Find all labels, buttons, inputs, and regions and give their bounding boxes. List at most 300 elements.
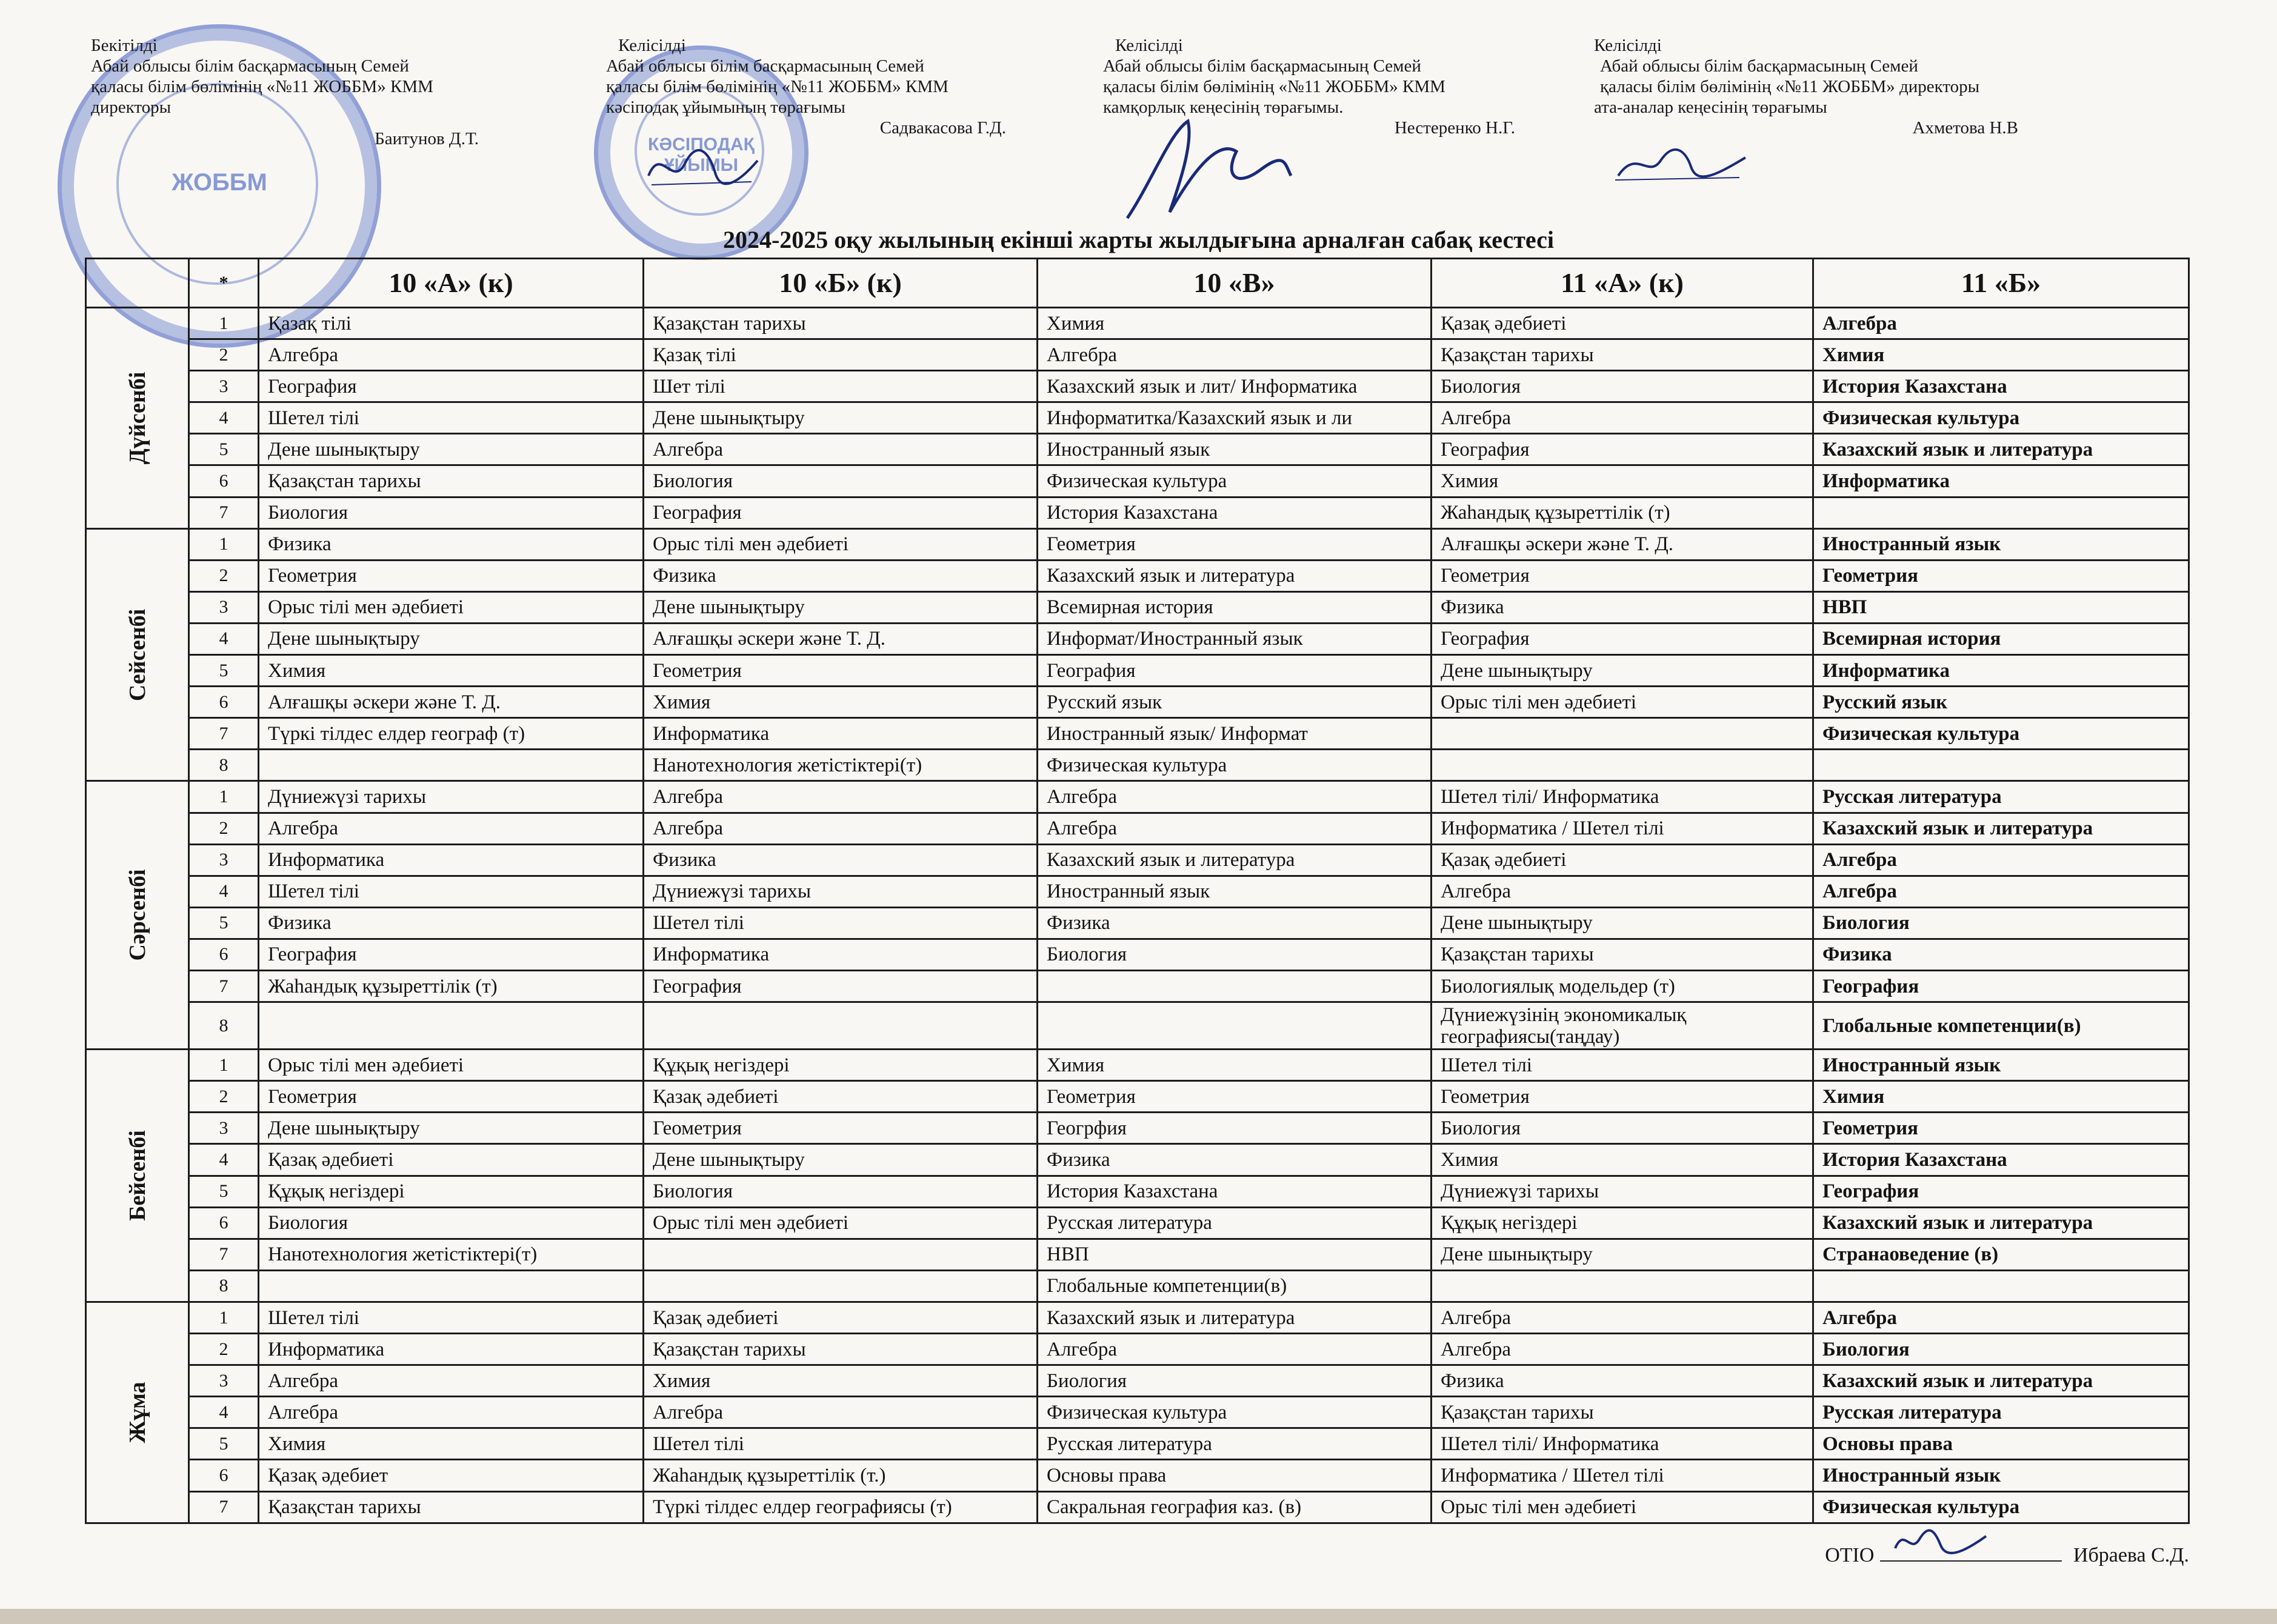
lesson-cell: Түркі тілдес елдер географиясы (т) [644, 1491, 1038, 1523]
lesson-cell: Алгебра [644, 781, 1038, 813]
day-name: Сейсенбі [124, 608, 150, 701]
approval-line: Бекітілді [91, 36, 158, 55]
lesson-cell: Шетел тілі [259, 876, 644, 907]
lesson-cell: Физическая культура [1038, 750, 1432, 781]
lesson-cell: Жаһандық құзыреттілік (т) [259, 970, 644, 1002]
lesson-cell: Қазақ тілі [644, 339, 1038, 371]
lesson-cell: Геометрия [644, 1113, 1038, 1144]
lesson-number: 3 [189, 1113, 259, 1144]
lesson-number: 5 [189, 655, 259, 687]
table-row [86, 497, 2189, 528]
lesson-cell: История Казахстана [1813, 371, 2189, 402]
lesson-cell: Физическая культура [1813, 718, 2189, 750]
lesson-cell: Физическая культура [1038, 1397, 1432, 1428]
approval-line: Абай облысы білім басқармасының Семей [91, 56, 409, 76]
lesson-cell: Геометрия [1432, 560, 1813, 591]
lesson-number: 2 [189, 813, 259, 844]
lesson-cell: Информатика [259, 1334, 644, 1365]
approval-line: қаласы білім бөлімінің «№11 ЖОББМ» КММ [91, 77, 433, 96]
lesson-cell: География [1038, 655, 1432, 687]
lesson-number: 7 [189, 718, 259, 750]
day-label [86, 1302, 189, 1523]
lesson-cell: Құқық негіздері [259, 1176, 644, 1207]
lesson-cell: Казахский язык и литература [1038, 560, 1432, 591]
lesson-cell: Қазақ әдебиеті [644, 1302, 1038, 1333]
lesson-cell: Геометрия [1813, 560, 2189, 591]
lesson-cell: Глобальные компетенции(в) [1813, 1002, 2189, 1050]
lesson-cell: Алгебра [259, 339, 644, 371]
lesson-cell: Биология [1813, 907, 2189, 939]
lesson-cell: Странаоведение (в) [1813, 1239, 2189, 1270]
lesson-number: 4 [189, 1144, 259, 1176]
lesson-number: 2 [189, 560, 259, 591]
lesson-cell: География [1813, 1176, 2189, 1207]
lesson-number: 8 [189, 1002, 259, 1050]
lesson-cell: Қазақ әдебиет [259, 1460, 644, 1491]
lesson-cell: Казахский язык и литература [1813, 813, 2189, 844]
lesson-cell: Физическая культура [1038, 465, 1432, 497]
lesson-cell [1813, 497, 2189, 528]
lesson-number: 2 [189, 1334, 259, 1365]
lesson-number: 6 [189, 1460, 259, 1491]
lesson-cell: Алгебра [1432, 1302, 1813, 1333]
lesson-cell: Русская литература [1038, 1428, 1432, 1460]
lesson-number: 4 [189, 623, 259, 654]
lesson-cell: Алгебра [644, 813, 1038, 844]
lesson-cell: История Казахстана [1038, 1176, 1432, 1207]
lesson-cell: Русский язык [1813, 687, 2189, 718]
column-header: 11 «Б» [1813, 259, 2189, 308]
lesson-cell: Алгебра [1813, 308, 2189, 339]
table-row [86, 1144, 2189, 1176]
lesson-cell: Қазақстан тарихы [644, 308, 1038, 339]
footer-name: Ибраева С.Д. [2073, 1544, 2189, 1566]
lesson-cell: Алгебра [259, 1365, 644, 1397]
lesson-cell [1813, 1270, 2189, 1302]
lesson-cell: Физика [1038, 1144, 1432, 1176]
approval-block-director [91, 35, 588, 149]
approval-line: Келісілді [1115, 36, 1183, 55]
lesson-number: 4 [189, 402, 259, 434]
lesson-cell: Казахский язык и литература [1813, 1207, 2189, 1239]
lesson-cell: Алгебра [1432, 402, 1813, 434]
table-row [86, 1207, 2189, 1239]
lesson-cell: Биология [644, 465, 1038, 497]
column-header: 10 «В» [1038, 259, 1432, 308]
lesson-cell: Алгебра [1038, 1334, 1432, 1365]
lesson-cell: Түркі тілдес елдер географ (т) [259, 718, 644, 750]
lesson-cell: Қазақстан тарихы [1432, 1397, 1813, 1428]
approval-line: кәсіподақ ұйымының төрағымы [606, 98, 845, 117]
lesson-cell: Биология [1813, 1334, 2189, 1365]
table-row [86, 434, 2189, 465]
lesson-cell: Дүниежүзінің экономикалық географиясы(таңдау) [1432, 1002, 1813, 1050]
lesson-cell: Информат/Иностранный язык [1038, 623, 1432, 654]
table-row [86, 939, 2189, 970]
approval-line: камқорлық кеңесінің төрағымы. [1103, 98, 1344, 117]
lesson-cell: География [1432, 623, 1813, 654]
lesson-cell: Иностранный язык [1813, 1460, 2189, 1491]
lesson-cell: Русский язык [1038, 687, 1432, 718]
table-row [86, 1270, 2189, 1302]
lesson-number: 5 [189, 1176, 259, 1207]
lesson-cell: География [644, 970, 1038, 1002]
table-row [86, 1397, 2189, 1428]
lesson-cell: Дене шынықтыру [644, 591, 1038, 623]
lesson-cell: Орыс тілі мен әдебиеті [259, 591, 644, 623]
column-header: 10 «Б» (к) [644, 259, 1038, 308]
lesson-cell: Алгебра [259, 1397, 644, 1428]
footer-signature [1825, 1542, 2189, 1567]
document-title: 2024-2025 оқу жылының екінші жарты жылдығына арналған сабақ кестесі [722, 226, 1554, 253]
lesson-cell: Шетел тілі [644, 907, 1038, 939]
lesson-cell: Геометрия [1038, 1081, 1432, 1113]
table-row [86, 465, 2189, 497]
signature-board [1115, 109, 1297, 230]
day-label [86, 308, 189, 529]
approval-block-union [606, 35, 1103, 138]
lesson-number: 4 [189, 1397, 259, 1428]
signature-footer [1892, 1524, 1989, 1560]
table-row [86, 907, 2189, 939]
lesson-cell [644, 1270, 1038, 1302]
table-row [86, 718, 2189, 750]
lesson-cell: Химия [1038, 308, 1432, 339]
lesson-cell: Қазақстан тарихы [259, 1491, 644, 1523]
lesson-cell: Химия [259, 655, 644, 687]
table-row [86, 371, 2189, 402]
lesson-cell: География [259, 371, 644, 402]
table-row [86, 781, 2189, 813]
lesson-cell: НВП [1038, 1239, 1432, 1270]
lesson-cell: Дене шынықтыру [259, 1113, 644, 1144]
lesson-cell: Шетел тілі [259, 1302, 644, 1333]
union-stamp-text: КӘСІПОДАҚ ҰЙЫМЫ [648, 135, 755, 175]
lesson-cell: Дене шынықтыру [644, 402, 1038, 434]
lesson-cell: Иностранный язык [1038, 876, 1432, 907]
lesson-cell: Алгебра [259, 813, 644, 844]
lesson-cell: Қазақ әдебиеті [259, 1144, 644, 1176]
lesson-cell [259, 750, 644, 781]
lesson-cell: Орыс тілі мен әдебиеті [259, 1050, 644, 1081]
lesson-cell: Алғашқы әскери және Т. Д. [259, 687, 644, 718]
lesson-number: 3 [189, 1365, 259, 1397]
table-row [86, 1176, 2189, 1207]
lesson-cell: Химия [259, 1428, 644, 1460]
lesson-cell: Казахский язык и литература [1813, 1365, 2189, 1397]
lesson-number: 1 [189, 1050, 259, 1081]
lesson-cell: Казахский язык и литература [1038, 1302, 1432, 1333]
lesson-cell: Дене шынықтыру [259, 434, 644, 465]
lesson-cell: Физика [1432, 1365, 1813, 1397]
lesson-number: 6 [189, 1207, 259, 1239]
lesson-number: 1 [189, 1302, 259, 1333]
lesson-cell: Алғашқы әскери және Т. Д. [1432, 528, 1813, 560]
lesson-number: 7 [189, 1491, 259, 1523]
signature-parents [1612, 142, 1752, 185]
lesson-cell: Алгебра [644, 434, 1038, 465]
lesson-cell: Информатика [259, 844, 644, 876]
lesson-number: 2 [189, 1081, 259, 1113]
lesson-cell: Биология [1432, 1113, 1813, 1144]
table-row [86, 308, 2189, 339]
day-label [86, 528, 189, 781]
lesson-cell: Дене шынықтыру [1432, 907, 1813, 939]
lesson-cell [259, 1002, 644, 1050]
lesson-cell: Жаһандық құзыреттілік (т.) [644, 1460, 1038, 1491]
lesson-cell: Алгебра [1813, 876, 2189, 907]
lesson-cell: Геометрия [1432, 1081, 1813, 1113]
lesson-number: 2 [189, 339, 259, 371]
table-row [86, 813, 2189, 844]
lesson-cell: Геогрфия [1038, 1113, 1432, 1144]
table-row [86, 623, 2189, 654]
lesson-cell: Жаһандық құзыреттілік (т) [1432, 497, 1813, 528]
column-header: 11 «А» (к) [1432, 259, 1813, 308]
lesson-cell: Қазақ әдебиеті [1432, 844, 1813, 876]
lesson-cell: Дене шынықтыру [1432, 655, 1813, 687]
lesson-number: 8 [189, 750, 259, 781]
lesson-number: 7 [189, 497, 259, 528]
lesson-cell: История Казахстана [1813, 1144, 2189, 1176]
lesson-cell: Дене шынықтыру [644, 1144, 1038, 1176]
lesson-cell: Алгебра [1432, 1334, 1813, 1365]
lesson-cell: Физика [259, 528, 644, 560]
table-row [86, 970, 2189, 1002]
lesson-cell [1038, 1002, 1432, 1050]
approval-line: Абай облысы білім басқармасының Семей [606, 56, 924, 76]
lesson-cell: Физическая культура [1813, 1491, 2189, 1523]
approval-line: директоры [91, 98, 172, 117]
lesson-cell: Русская литература [1813, 1397, 2189, 1428]
day-label [86, 1050, 189, 1302]
lesson-cell: История Казахстана [1038, 497, 1432, 528]
lesson-cell: Физика [1432, 591, 1813, 623]
lesson-cell: Биология [644, 1176, 1038, 1207]
lesson-cell: Дене шынықтыру [259, 623, 644, 654]
lesson-cell: Геометрия [1813, 1113, 2189, 1144]
lesson-cell: Орыс тілі мен әдебиеті [1432, 687, 1813, 718]
lesson-cell: Химия [1432, 465, 1813, 497]
lesson-cell: Химия [1813, 339, 2189, 371]
approval-line: Абай облысы білім басқармасының Семей [1600, 56, 1918, 76]
lesson-cell: Физическая культура [1813, 402, 2189, 434]
lesson-number: 6 [189, 939, 259, 970]
lesson-cell: Казахский язык и литература [1813, 434, 2189, 465]
header-corner [86, 259, 189, 308]
lesson-cell: Геометрия [259, 1081, 644, 1113]
day-label [86, 781, 189, 1050]
lesson-cell: Шетел тілі [644, 1428, 1038, 1460]
table-row [86, 339, 2189, 371]
lesson-cell: Шетел тілі/ Информатика [1432, 781, 1813, 813]
lesson-cell: Русская литература [1038, 1207, 1432, 1239]
lesson-cell: Шетел тілі/ Информатика [1432, 1428, 1813, 1460]
lesson-cell: Физика [1038, 907, 1432, 939]
lesson-cell [1432, 750, 1813, 781]
lesson-cell: География [259, 939, 644, 970]
lesson-cell: Химия [1038, 1050, 1432, 1081]
lesson-cell: Биология [259, 497, 644, 528]
table-row [86, 591, 2189, 623]
table-row [86, 1081, 2189, 1113]
lesson-cell: Алғашқы әскери және Т. Д. [644, 623, 1038, 654]
lesson-cell: Қазақ әдебиеті [644, 1081, 1038, 1113]
lesson-cell: Основы права [1038, 1460, 1432, 1491]
lesson-cell: Иностранный язык/ Информат [1038, 718, 1432, 750]
lesson-cell: Құқық негіздері [644, 1050, 1038, 1081]
lesson-cell: Всемирная история [1813, 623, 2189, 654]
lesson-cell: Информатика / Шетел тілі [1432, 1460, 1813, 1491]
lesson-cell: География [1813, 970, 2189, 1002]
lesson-number: 5 [189, 907, 259, 939]
day-name: Сәрсенбі [124, 869, 150, 961]
signature-union [642, 139, 764, 194]
lesson-cell [1813, 750, 2189, 781]
lesson-cell: Биологиялық модельдер (т) [1432, 970, 1813, 1002]
lesson-number: 1 [189, 308, 259, 339]
approval-line: қаласы білім бөлімінің «№11 ЖОББМ» директоры [1600, 77, 1980, 96]
approval-line: ата-аналар кеңесінің төрағымы [1594, 98, 1827, 117]
table-row [86, 1050, 2189, 1081]
table-row [86, 1460, 2189, 1491]
table-row [86, 687, 2189, 718]
header-corner: * [189, 259, 259, 308]
lesson-cell: Информатика / Шетел тілі [1432, 813, 1813, 844]
lesson-cell: Орыс тілі мен әдебиеті [644, 528, 1038, 560]
lesson-cell: Қазақ тілі [259, 308, 644, 339]
lesson-number: 8 [189, 1270, 259, 1302]
lesson-cell: Химия [1432, 1144, 1813, 1176]
lesson-cell: Шет тілі [644, 371, 1038, 402]
lesson-cell: Геометрия [259, 560, 644, 591]
table-row [86, 844, 2189, 876]
table-row [86, 1002, 2189, 1050]
lesson-cell: Алгебра [1038, 813, 1432, 844]
lesson-cell: Основы права [1813, 1428, 2189, 1460]
lesson-number: 3 [189, 844, 259, 876]
lesson-cell: Алгебра [1038, 781, 1432, 813]
schedule-table [85, 258, 2190, 1524]
table-row [86, 876, 2189, 907]
table-row [86, 1491, 2189, 1523]
footer-label: ОТІО [1825, 1544, 1875, 1566]
lesson-number: 6 [189, 687, 259, 718]
lesson-cell: Шетел тілі [259, 402, 644, 434]
lesson-cell: Шетел тілі [1432, 1050, 1813, 1081]
approval-line: Абай облысы білім басқармасының Семей [1103, 56, 1421, 76]
lesson-cell: Геометрия [644, 655, 1038, 687]
lesson-cell: Информатика [644, 718, 1038, 750]
lesson-cell: Всемирная история [1038, 591, 1432, 623]
day-name: Дүйсенбі [124, 371, 150, 465]
table-row [86, 750, 2189, 781]
lesson-number: 3 [189, 591, 259, 623]
lesson-cell: Орыс тілі мен әдебиеті [1432, 1491, 1813, 1523]
lesson-cell: Химия [644, 1365, 1038, 1397]
column-header: 10 «А» (к) [259, 259, 644, 308]
lesson-cell: Биология [1038, 939, 1432, 970]
lesson-number: 7 [189, 1239, 259, 1270]
lesson-cell: Орыс тілі мен әдебиеті [644, 1207, 1038, 1239]
lesson-cell: Алгебра [1813, 844, 2189, 876]
lesson-cell [1038, 970, 1432, 1002]
lesson-cell: Қазақ әдебиеті [1432, 308, 1813, 339]
lesson-cell: Глобальные компетенции(в) [1038, 1270, 1432, 1302]
approval-signer: Садвакасова Г.Д. [879, 118, 1006, 138]
lesson-cell: Құқық негіздері [1432, 1207, 1813, 1239]
table-row [86, 560, 2189, 591]
lesson-cell: Иностранный язык [1038, 434, 1432, 465]
table-row [86, 655, 2189, 687]
lesson-cell [259, 1270, 644, 1302]
lesson-cell: Сакральная география каз. (в) [1038, 1491, 1432, 1523]
table-header-row [86, 259, 2189, 308]
lesson-cell: Алгебра [1038, 339, 1432, 371]
lesson-cell: Биология [1038, 1365, 1432, 1397]
approval-signer: Баитунов Д.Т. [375, 129, 479, 148]
lesson-cell: Қазақстан тарихы [259, 465, 644, 497]
approval-line: қаласы білім бөлімінің «№11 ЖОББМ» КММ [1103, 77, 1445, 96]
lesson-cell: Физика [259, 907, 644, 939]
table-row [86, 528, 2189, 560]
lesson-cell: Нанотехнология жетістіктері(т) [644, 750, 1038, 781]
lesson-number: 6 [189, 465, 259, 497]
lesson-cell: Қазақстан тарихы [1432, 939, 1813, 970]
table-row [86, 1334, 2189, 1365]
lesson-cell: География [644, 497, 1038, 528]
lesson-cell: Русская литература [1813, 781, 2189, 813]
lesson-cell: Қазақстан тарихы [644, 1334, 1038, 1365]
day-name: Жұма [124, 1382, 150, 1443]
lesson-number: 5 [189, 434, 259, 465]
approval-line: Келісілді [618, 36, 686, 55]
lesson-cell: Дене шынықтыру [1432, 1239, 1813, 1270]
lesson-number: 7 [189, 970, 259, 1002]
lesson-cell: Физика [1813, 939, 2189, 970]
lesson-cell: Қазақстан тарихы [1432, 339, 1813, 371]
lesson-cell [644, 1002, 1038, 1050]
lesson-cell: Физика [644, 844, 1038, 876]
lesson-cell: Иностранный язык [1813, 528, 2189, 560]
lesson-cell: Дүниежүзі тарихы [644, 876, 1038, 907]
lesson-cell: Биология [1432, 371, 1813, 402]
approval-line: қаласы білім бөлімінің «№11 ЖОББМ» КММ [606, 77, 948, 96]
lesson-cell: Казахский язык и литература [1038, 844, 1432, 876]
lesson-cell: Геометрия [1038, 528, 1432, 560]
lesson-cell: Информатика [1813, 655, 2189, 687]
table-row [86, 1428, 2189, 1460]
lesson-number: 3 [189, 371, 259, 402]
lesson-cell: НВП [1813, 591, 2189, 623]
lesson-number: 5 [189, 1428, 259, 1460]
table-row [86, 402, 2189, 434]
approval-signer: Ахметова Н.В [1912, 118, 2018, 138]
table-row [86, 1239, 2189, 1270]
lesson-number: 1 [189, 781, 259, 813]
lesson-cell: Информатика [1813, 465, 2189, 497]
lesson-cell: Дүниежүзі тарихы [1432, 1176, 1813, 1207]
approval-line: Келісілді [1594, 36, 1662, 55]
lesson-cell: Алгебра [1432, 876, 1813, 907]
table-row [86, 1302, 2189, 1333]
lesson-cell: Иностранный язык [1813, 1050, 2189, 1081]
lesson-cell: Химия [1813, 1081, 2189, 1113]
lesson-number: 4 [189, 876, 259, 907]
approval-signer: Нестеренко Н.Г. [1394, 118, 1515, 138]
lesson-cell [1432, 718, 1813, 750]
lesson-cell: География [1432, 434, 1813, 465]
